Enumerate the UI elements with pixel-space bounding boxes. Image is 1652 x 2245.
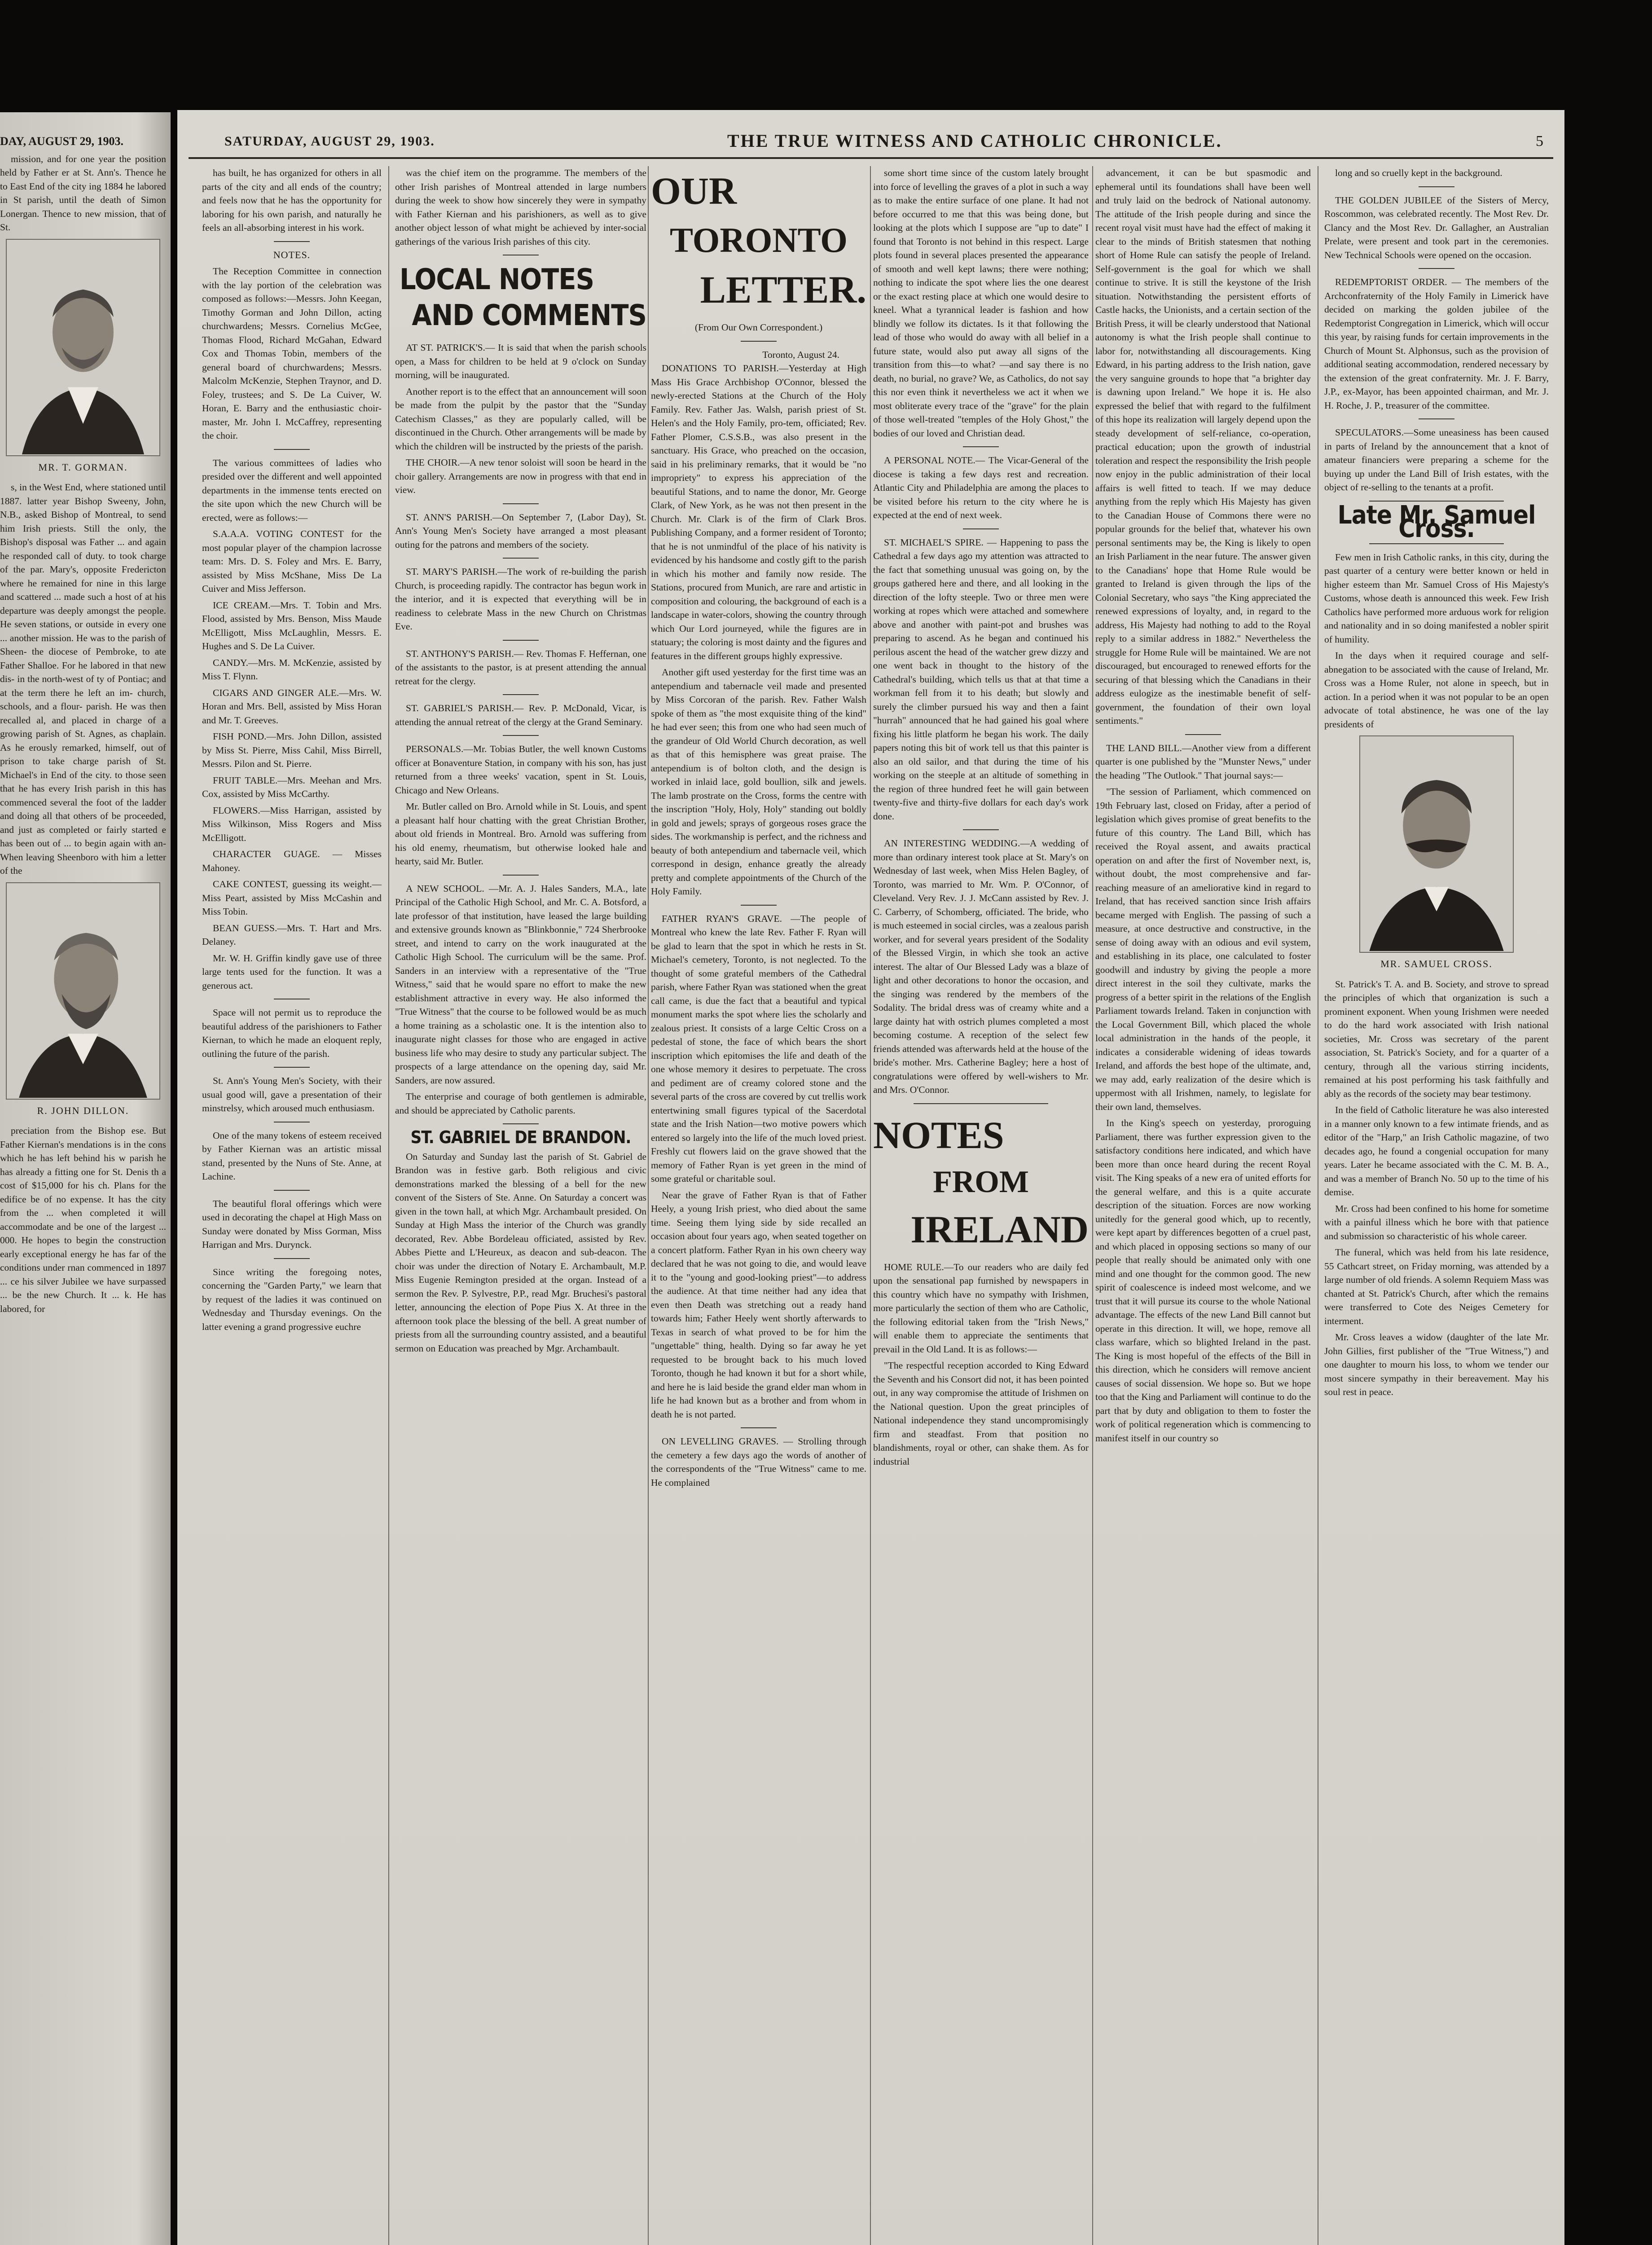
news-item: ST. ANTHONY'S PARISH.— Rev. Thomas F. Heffernan, one of the assistants to the pastor, is at present attending the annual retreat for the clergy. <box>395 648 646 687</box>
committee-item: FLOWERS.—Miss Harrigan, assisted by Miss Wilkinson, Miss Rogers and Miss McElligott. <box>202 805 382 843</box>
byline: (From Our Own Correspondent.) <box>694 322 823 333</box>
news-item: ST. MARY'S PARISH.—The work of re-building the parish Church, is proceeding rapidly. The contractor has begun work in the interior, and it is expected that everything will be in readiness to celebrate Mass in the new Church on Christmas Eve. <box>395 566 646 632</box>
ireland-headline-1: NOTES <box>873 1113 1004 1157</box>
ireland-headline-2: FROM <box>933 1164 1029 1199</box>
portrait-gorman-image <box>7 240 159 455</box>
article-paragraph: SPECULATORS.—Some uneasiness has been caused in parts of Ireland by the announcement that a knot of amateur financiers were preparing a scheme for the buying up under the Land Bill of Irish estates, with the object of re-selling to the tenants at a profit. <box>1324 427 1549 493</box>
obituary-paragraph: Few men in Irish Catholic ranks, in this city, during the past quarter of a century were better known or held in higher esteem than Mr. Samuel Cross of His Majesty's Customs, whose death is announced this week. Few Irish Catholics have performed more arduous work for religion and nationality and in so doing manifested a nobler spirit of humility. <box>1324 551 1549 645</box>
divider <box>274 1067 310 1068</box>
news-item: THE CHOIR.—A new tenor soloist will soon be heard in the choir gallery. Arrangements are now in progress with that end in view. <box>395 457 646 495</box>
divider <box>1419 186 1454 187</box>
divider <box>503 735 539 736</box>
article-paragraph: In the King's speech on yesterday, proroguing Parliament, there was further expression given to the satisfactory conditions here indicated, and which have been more than once heard during the recent Royal visit. The King speaks of a new era of united efforts for the general welfare, and this is a quite accurate description of the situation. Forces are now working unitedly for the general good which, up to recently, were kept apart by differences begotten of a cruel past, and which placed in opposing sections so many of our people that really should be animated only with one mind and one thought for the common good. The new spirit of coalescence is indeed most welcome, and we trust that it will pursue its course to the whole National advantage. The effects of the new Land Bill cannot but operate in this direction. It will, we hope, remove all class warfare, which so blighted Ireland in the past. The King is most hopeful of the effects of the Bill in this direction, which he considers will remove ancient causes of social dissension. We hope so. But we hope too that the King and Parliament will continue to do the part that by duty and obligation to them to foster the work of political regeneration which is commencing to manifest itself in our country so <box>1095 1118 1311 1444</box>
divider <box>503 694 539 695</box>
committee-item: CIGARS AND GINGER ALE.—Mrs. W. Horan and Mrs. Bell, assisted by Miss Horan and Mr. T. Greeves. <box>202 687 382 726</box>
divider <box>503 640 539 641</box>
issue-date: SATURDAY, AUGUST 29, 1903. <box>224 134 435 149</box>
article-paragraph: Space will not permit us to reproduce the beautiful address of the parishioners to Father Kiernan, to which he made an eloquent reply, outlining the future of the parish. <box>202 1007 382 1059</box>
column-rule <box>1092 166 1093 2245</box>
article-paragraph: DONATIONS TO PARISH.—Yesterday at High Mass His Grace Archbishop O'Connor, blessed the newly-erected Stations at the Church of the Holy Family. Rev. Father Jas. Walsh, parish priest of St. Helen's and the Holy Family, pro-tem, officiated; Rev. Father Plomer, C.S.S.B., was also present in the sanctuary. His Grace, who preached on the occasion, said in his preliminary remarks, that it would be "no impropriety" to express his appreciation of the beautiful Stations, and to name the donor, Mr. George Clark, of New York, as he was not then present in the Church. Mr. Clark is of the firm of Clark Bros. Publishing Company, and a former resident of Toronto; that he is not unmindful of the place of his nativity is evidenced by his handsome and costly gift to the parish in which his mother and family now reside. The Stations, procured from Munich, are rare and artistic in composition and colouring, the background of each is a landscape in water-colors, showing the country through which Our Lord journeyed, while the figures are in statuary; the coloring is most dainty and the figures and features in the different groups highly expressive. <box>651 363 866 661</box>
obituary-paragraph: St. Patrick's T. A. and B. Society, and strove to spread the principles of which that organization is such a prominent exponent. When young Irishmen were needed to do the hard work associated with Irish national societies, Mr. Cross was secretary of the parent association, St. Patrick's Society, and for a quarter of a century, through all the various stirring incidents, remained at his post performing his task faithfully and ably as the records of the society may bear testimony. <box>1324 978 1549 1099</box>
toronto-headline-1: OUR <box>651 169 737 212</box>
news-item: The enterprise and courage of both gentlemen is admirable, and should be appreciated by Catholic parents. <box>395 1091 646 1116</box>
portrait-dillon-image <box>7 883 159 1099</box>
page-number: 5 <box>1536 133 1544 150</box>
portrait-samuel-cross <box>1359 735 1514 953</box>
divider <box>274 449 310 450</box>
obituary-paragraph: The funeral, which was held from his late residence, 55 Cathcart street, on Friday morning, was attended by a large number of old friends. A solemn Requiem Mass was chanted at St. Patrick's Church, after which the remains were transferred to Cote des Neiges Cemetery for interment. <box>1324 1247 1549 1326</box>
brandon-headline: ST. GABRIEL DE BRANDON. <box>410 1127 631 1147</box>
left-paragraph-2: s, in the West End, where stationed until 1887. latter year Bishop Sweeny, John, N.B., asked Bishop of Montreal, to send him Irish priests. Still the only, the Bishop's disposal was Father ... and again he responded call of duty. to took charge of the par. Mary's, opposite Fredericton where he remained for nine in this large and scattered ... made such a host of at his departure was deeply amongst the people. He seven stations, or outside in every one ... another mission. He was to the parish of Sheen- the diocese of Pembroke, to ate Father Shalloe. For he labored in that new dis- in the north-west of ty of Pontiac; and at the term there he left an im- church, schools, and a flour- parish. He was then recalled al, and placed in charge of a growing parish of St. Agnes, as chaplain. As he erously remarked, himself, out of prison to take charge parish of St. Michael's in End of the city. to those seen that he has every Irish parish in this has commenced several the foot of the ladder and doing all that others of be proceeded, and just as completed or fairly started e has been out of ... to begin again with an- When leaving Sheenboro with him a letter of the <box>0 482 166 876</box>
article-paragraph: The various committees of ladies who presided over the different and well appointed departments in the immense tents erected on the site upon which the new Church will be erected, were as follows:— <box>202 457 382 523</box>
obituary-paragraph: Mr. Cross leaves a widow (daughter of the late Mr. John Gillies, first publisher of the "True Witness,") and one daughter to mourn his loss, to whom we tender our most sincere sympathy in their bereavement. May his soul rest in peace. <box>1324 1332 1549 1397</box>
portrait-dillon-caption: R. JOHN DILLON. <box>37 1105 129 1116</box>
dateline: Toronto, August 24. <box>762 349 839 360</box>
obituary-paragraph: In the days when it required courage and self-abnegation to be associated with the cause of Ireland, Mr. Cross was a Home Ruler, not alone in speech, but in action. In a period when it was not popular to be an open advocate of total abstinence, he was one of the lay presidents of <box>1324 650 1549 730</box>
portrait-samuel-cross-image <box>1360 736 1513 952</box>
committee-item: CAKE CONTEST, guessing its weight.—Miss Peart, assisted by Miss McCashin and Miss Tobin. <box>202 879 382 917</box>
divider <box>741 341 777 342</box>
article-paragraph: St. Ann's Young Men's Society, with their usual good will, gave a presentation of their minstrelsy, which aroused much enthusiasm. <box>202 1075 382 1114</box>
article-paragraph: ON LEVELLING GRAVES. — Strolling through the cemetery a few days ago the words of another of the correspondents of the "True Witness" came to me. He complained <box>651 1436 866 1488</box>
article-paragraph: Mr. W. H. Griffin kindly gave use of three large tents used for the function. It was a generous act. <box>202 952 382 991</box>
committee-item: ICE CREAM.—Mrs. T. Tobin and Mrs. Flood, assisted by Mrs. Benson, Miss Maude McElligott, Miss McLaughlin, Messrs. E. Hughes and S. De La Cuiver. <box>202 599 382 651</box>
ireland-headline-3: IRELAND <box>910 1207 1089 1251</box>
article-paragraph: ST. MICHAEL'S SPIRE. — Happening to pass the Cathedral a few days ago my attention was attracted to the fact that something unusual was going on, by the groups gathered here and there, and all looking in the direction of the lofty steeple. Two or three men were working at ropes which were attached and somewhere above and another with paint-pot and brushes was preparing to ascend. As he began and continued his perilous ascent the head of the watcher grew dizzy and one went back in thought to the history of the Cathedral's building, which tells us that at that time a workman fell from it to his death; but slowly and surely the climber pursued his way and then a faint "hurrah" announced that he had gained his goal where fixing his little platform he began his work. The daily papers noting this bit of work tell us that this painter is also an old sailor, and that during the time of his working on the steeple at an altitude of something in the region of three hundred feet he will gain between twenty-five and thirty-five dollars for each day's work done. <box>873 537 1089 822</box>
portrait-samuel-cross-caption: MR. SAMUEL CROSS. <box>1380 958 1493 969</box>
article-paragraph: A PERSONAL NOTE.— The Vicar-General of the diocese is taking a few days rest and recreation. Atlantic City and Philadelphia are among the places to be visited before his return to the city where he is expected at the end of next week. <box>873 455 1089 520</box>
local-notes-headline-2: AND COMMENTS <box>412 299 646 332</box>
left-paragraph-3: preciation from the Bishop ese. But Father Kiernan's mendations is in the cons which he has left behind his w parish he has already a fitting one for St. Denis th a cost of $15,000 for his ch. Plans for the edifice be of no expense. It has the city from the ... when completed it will accommodate and be one of the largest ... 000. He hopes to begin the construction early exceptional energy he has far of the conditions under rnan commenced in 1897 ... ce his silver Jubilee we have surpassed ... be the new Church. It ... k. He has labored, for <box>0 1125 166 1314</box>
article-paragraph: advancement, it can be but spasmodic and ephemeral until its foundations shall have been well and truly laid on the bedrock of National autonomy. The attitude of the Irish people during and since the recent royal visit must have had the effect of making it clear to the minds of British statesmen that nothing short of Home Rule can satisfy the people of Ireland. Self-government is the goal for which we shall continue to strive. It is still the keystone of the Irish situation. Notwithstanding the persistent efforts of Castle hacks, the Unionists, and a certain section of the British Press, it will be clearly understood that National autonomy is what the Irish people shall continue to labor for, notwithstanding all discouragements. King Edward, in his parting address to the Irish nation, gave the very sanguine grounds to hope that "a brighter day is dawning upon Ireland." We hope it is. He also expressed the belief that with regard to the fulfilment of this hope its realization will largely depend upon the steady development of self-reliance, co-operation, practical education; upon the growth of industrial toleration and respect the responsibility the Irish people now enjoy in the public administration of their local affairs is well fitted to teach. If we may deduce anything from the reply which His Majesty has given to the Canadian House of Commons there were no popular grounds for the belief that, whatever his own personal sentiments may be, the King is likely to open an Irish Parliament in the near future. The answer given to the Canadians' hope that Home Rule would be granted to Ireland is given through the lips of the Colonial Secretary, who says "the King appreciated the renewed expressions of loyalty, and, in regard to the address, His Majesty had nothing to add to the Royal reply to a similar address in 1882." Nevertheless the struggle for Home Rule will be maintained. We are not discouraged, but encouraged to renewed efforts for the securing of that blessing which the Canadians in their address eulogize as the inestimable benefit of self-government, the foundation of their own loyal sentiments." <box>1095 167 1311 726</box>
column-4 <box>873 166 1089 1471</box>
column-rule <box>648 166 649 2245</box>
news-item: AT ST. PATRICK'S.— It is said that when the parish schools open, a Mass for children to be held at 9 o'clock on Sunday morning, will be inaugurated. <box>395 342 646 380</box>
left-page-column <box>0 135 166 1318</box>
article-paragraph: AN INTERESTING WEDDING.—A wedding of more than ordinary interest took place at St. Mary's on Wednesday of last week, when Miss Helen Bagley, of Toronto, was married to Mr. Wm. P. O'Connor, of Cleveland. Very Rev. J. J. McCann assisted by Rev. J. C. Carberry, of Schomberg, officiated. The bride, who is much esteemed in social circles, was a zealous parish worker, and for several years president of the Sodality of the Blessed Virgin, in which she took an active interest. The altar of Our Blessed Lady was a blaze of light and other decorations to honor the occasion, and the singing was rendered by the members of the Sodality. The bridal dress was of creamy white and a large dainty hat with ostrich plumes completed a most becoming costume. A reception of the select few friends attended was afterwards held at the house of the bride's mother. Mrs. Catherine Bagley; here a host of congratulations were offered by well-wishers to Mr. and Mrs. O'Connor. <box>873 838 1089 1095</box>
news-item: PERSONALS.—Mr. Tobias Butler, the well known Customs officer at Bonaventure Station, in company with his son, has just returned from a three weeks' vacation, spent in St. Louis, Chicago and New Orleans. <box>395 744 646 796</box>
running-head <box>189 130 1553 159</box>
divider <box>1185 734 1221 735</box>
article-paragraph: long and so cruelly kept in the background. <box>1335 167 1503 178</box>
divider <box>1419 268 1454 269</box>
article-paragraph: Near the grave of Father Ryan is that of Father Heely, a young Irish priest, who died about the same time. Seeing them lying side by side recalled an occasion about four years ago, when seated together on a concert platform. Father Ryan in his own cheery way declared that he was not going to die, and would leave it to the "young and good-looking priest"—to address the audience. At that time neither had any idea that even then Death was stretching out a ready hand towards him; Father Heely went shortly afterwards to Texas in search of what proved to be for him the "ungettable" thing, health. Dying so far away he yet requested to be brought back to his much loved Toronto, though he had known it but for a short while, and here he is laid beside the grand elder man whom in life he had known but as a brother and from whom in death he is not parted. <box>651 1189 866 1420</box>
article-paragraph: Since writing the foregoing notes, concerning the "Garden Party," we learn that by request of the ladies it was continued on Wednesday and Thursday evenings. On the latter evening a grand progressive euchre <box>202 1266 382 1332</box>
article-paragraph: The beautiful floral offerings which were used in decorating the chapel at High Mass on Sunday were donated by Miss Gorman, Miss Harrigan and Mrs. Durynck. <box>202 1198 382 1250</box>
article-paragraph: THE LAND BILL.—Another view from a different quarter is one published by the "Munster News," under the heading "The Outlook." That journal says:— <box>1095 742 1311 781</box>
column-1 <box>202 166 382 1336</box>
local-notes-headline-1: LOCAL NOTES <box>400 263 594 296</box>
article-paragraph: some short time since of the custom lately brought into force of levelling the graves of a plot in such a way as to make the entire surface of one plane. It had not before occurred to me that this was being done, but looking at the plots which I suppose are "up to date" I found that Toronto is not behind in this respect. Large plots found in several places presented the appearance of smooth and well kept lawns; there were nothing; nothing to indicate the spot where lies the one dearest or the exact resting place at which one would desire to kneel. What a tyrannical leader is fashion and how blindly we follow its dictates. Is it that following the lead of those who would do away with all belief in a future state, would also put away all signs of the transition from this—to what? —and say there is no death, no burial, no grave? We, as Catholics, do not say this nor even think it nevertheless we act it when we most obliterate every trace of the "grave" for the plain of those well-treated "temples of the Holy Ghost," the bodies of our loved and Christian dead. <box>873 167 1089 439</box>
divider <box>274 1258 310 1259</box>
article-paragraph: REDEMPTORIST ORDER. — The members of the Archconfraternity of the Holy Family in Limerick have decided on marking the golden jubilee of the Redemptorist Congregation in Limerick, which will occur this year, by raising funds for certain improvements in the Church of Mount St. Alphonsus, such as the provision of additional seating accommodation, rendered necessary by the extension of the great confraternity. Mr. J. F. Barry, J.P., ex-Mayor, has been appointed chairman, and Mr. J. H. Roche, J. P., treasurer of the committee. <box>1324 277 1549 411</box>
portrait-dillon <box>6 882 160 1100</box>
divider <box>963 446 999 447</box>
news-item: ST. ANN'S PARISH.—On September 7, (Labor Day), St. Ann's Young Men's Society have arranged a most pleasant outing for the patrons and members of the society. <box>395 511 646 550</box>
column-rule <box>388 166 389 2245</box>
divider <box>503 1123 539 1124</box>
article-paragraph: "The session of Parliament, which commenced on 19th February last, closed on Friday, after a period of legislation which gives promise of great benefits to the future of this country. The Land Bill, which has received the Royal assent, and awaits practical operation on and after the first of November next, is, without doubt, the most comprehensive and far-reaching measure of an ameliorative kind in regard to Ireland, that has received sanction since Irish affairs became merged with English. The passing of such a measure, at once destructive and constructive, in the sense of doing away with an odious and evil system, and establishing in its place, one calculated to foster goodwill and industry by giving the people a more direct interest in the soil they cultivate, marks the progress of a better spirit in the relations of the English Parliament towards Ireland. Taken in conjunction with the Local Government Bill, which placed the whole local administration in the hands of the people, it indicates a considerable widening of ideas towards Ireland, and affords the best hope of the ultimate, and, we may add, early realization of the desire which is uppermost with all Irishmen, namely, to legislate for their own land, themselves. <box>1095 786 1311 1112</box>
column-rule <box>870 166 871 2245</box>
divider <box>914 1103 1048 1104</box>
obituary-paragraph: In the field of Catholic literature he was also interested in a manner only known to a few intimate friends, and as editor of the "Harp," an Irish Catholic magazine, of two decades ago, he found a congenial occupation for many years. Later he became associated with the C. M. B. A., and was a member of Branch No. 50 up to the time of his demise. <box>1324 1105 1549 1197</box>
divider <box>503 558 539 559</box>
committee-item: FISH POND.—Mrs. John Dillon, assisted by Miss St. Pierre, Miss Cahil, Miss Birrell, Messrs. Pilon and St. Pierre. <box>202 731 382 769</box>
column-5 <box>1095 166 1311 1448</box>
committee-item: CHARACTER GUAGE. — Misses Mahoney. <box>202 849 382 873</box>
article-paragraph: was the chief item on the programme. The members of the other Irish parishes of Montreal attended in large numbers during the week to show how sincerely they were in sympathy with Father Kiernan and his parishioners, as well as to give another object lesson of what might be achieved by inter-social gatherings of the various Irish parishes of this city. <box>395 167 646 247</box>
article-paragraph: THE GOLDEN JUBILEE of the Sisters of Mercy, Roscommon, was celebrated recently. The Most Rev. Dr. Clancy and the Most Rev. Dr. Gallagher, an Australian Prelate, were present and took part in the ceremonies. New Technical Schools were opened on the occasion. <box>1324 194 1549 260</box>
toronto-headline-2: TORONTO <box>670 220 848 260</box>
news-item: A NEW SCHOOL. —Mr. A. J. Hales Sanders, M.A., late Principal of the Catholic High School, and Mr. C. A. Botsford, a late professor of that institution, have leased the large building and extensive grounds known as "Blinkbonnie," 724 Sherbrooke street, and intend to carry on the work inaugurated at the Catholic High School. The curriculum will be the same. Prof. Sanders in an interview with a representative of the "True Witness," said that he would spare no effort to make the new establishment attractive in every way. He also informed the "True Witness" that the course to be followed would be as much a home training as a scholastic one. It is the intention also to inaugurate night classes for those who are engaged in active business life who may desire to study any particular subject. The prospects of a large attendance on the opening day, said Mr. Sanders, are now assured. <box>395 883 646 1086</box>
article-paragraph: HOME RULE.—To our readers who are daily fed upon the sensational pap furnished by newspapers in this country which have no sympathy with Irishmen, more particularly the section of them who are Catholic, the following editorial taken from the "Irish News," will enable them to appreciate the sentiments that prevail in the Old Land. It is as follows:— <box>873 1261 1089 1355</box>
divider <box>1419 418 1454 419</box>
divider <box>274 1190 310 1191</box>
portrait-gorman-caption: MR. T. GORMAN. <box>38 461 128 473</box>
committee-item: S.A.A.A. VOTING CONTEST for the most popular player of the champion lacrosse team: Mrs. D. S. Foley and Mrs. E. Barry, assisted by Miss McShane, Miss De La Cuiver and Miss Jefferson. <box>202 528 382 594</box>
article-paragraph: The Reception Committee in connection with the lay portion of the celebration was composed as follows:—Messrs. John Keegan, Timothy Gorman and John Dillon, acting churchwardens; Messrs. Cornelius McGee, Thomas Flood, Richard McGahan, Edward Cox and Thomas Tobin, members of the general board of churchwardens; Messrs. Malcolm McKenzie, Stephen Traynor, and D. Foley, trustees; and S. De La Cuiver, W. Horan, E. Barry and the enthusiastic choir-master, Mr. John I. McCaffrey, representing the choir. <box>202 266 382 441</box>
column-6 <box>1324 166 1549 1402</box>
news-item: Mr. Butler called on Bro. Arnold while in St. Louis, and spent a pleasant half hour chatting with the great Christian Brother, about old friends in Montreal. Bro. Arnold was suffering from his old enemy, rheumatism, but otherwise looked hale and hearty, said Mr. Butler. <box>395 801 646 867</box>
column-2 <box>395 166 646 1358</box>
divider <box>274 241 310 242</box>
article-paragraph: One of the many tokens of esteem received by Father Kiernan was an artistic missal stand, presented by the Nuns of Ste. Anne, at Lachine. <box>202 1130 382 1182</box>
news-item: ST. GABRIEL'S PARISH.— Rev. P. McDonald, Vicar, is attending the annual retreat of the clergy at the Grand Seminary. <box>395 703 646 727</box>
left-paragraph-1: mission, and for one year the position held by Father er at St. Ann's. Thence he to East End of the city ing 1884 he labored in St parish, until the death of Simon Lonergan. Thence to new mission, that of St. <box>0 153 166 233</box>
article-paragraph: Another gift used yesterday for the first time was an antependium and tabernacle veil made and presented by Miss Corcoran of the parish. Rev. Father Walsh spoke of them as "the most exquisite thing of the kind" he had ever seen; this from one who had seen much of the grandeur of Old World Church decoration, as well as that of this hemisphere was great praise. The antependium is of bolton cloth, and the design is worked in inlaid lace, gold boullion, silk and jewels. The lamb prostrate on the Cross, forms the centre with the inscription "Holy, Holy, Holy" standing out boldly in gold and jewels; sprays of gorgeous roses grace the sides. The workmanship is perfect, and the richness and beauty of both antependium and tabernacle veil, which correspond in design, enhance greatly the already pretty and complete appointments of the Church of the Holy Family. <box>651 667 866 897</box>
article-paragraph: has built, he has organized for others in all parts of the city and all ends of the country; and feels now that he has the opportunity for laboring for his own parish, and naturally he feels an all-absorbing interest in his work. <box>202 167 382 233</box>
toronto-headline-3: LETTER. <box>700 268 866 311</box>
obituary-headline: Late Mr. Samuel Cross. <box>1337 500 1536 543</box>
committee-item: BEAN GUESS.—Mrs. T. Hart and Mrs. Delaney. <box>202 922 382 947</box>
news-item: On Saturday and Sunday last the parish of St. Gabriel de Brandon was in festive garb. Both religious and civic demonstrations marked the blessing of a bell for the new convent of the Sisters of Ste. Anne. On Saturday a concert was given in the town hall, at which Mgr. Archambault presided. On Sunday at High Mass the interior of the Church was grandly decorated, Rev. Abbe Bordeleau officiated, assisted by Rev. Abbes Piette and L'Heureux, as deacon and sub-deacon. The choir was under the direction of Notary E. Archambault, M.P. Miss Eugenie Remington presided at the organ. Instead of a sermon the Rev. P. Sylvestre, P.P., read Mgr. Bruchesi's pastoral letter, announcing the election of Pope Pius X. At three in the afternoon took place the blessing of the bell. A great number of priests from all the surrounding country assisted, and a beautiful sermon on Education was preached by Mgr. Archambault. <box>395 1151 646 1354</box>
divider <box>741 905 777 906</box>
article-paragraph: "The respectful reception accorded to King Edward the Seventh and his Consort did not, it has been pointed out, in any way compromise the attitude of Irishmen on the National question. Upon the great principles of National independence they stand uncompromisingly firm and steadfast. From that position no blandishments, royal or other, can shake them. As for industrial <box>873 1360 1089 1467</box>
portrait-gorman <box>6 239 160 456</box>
divider <box>963 829 999 830</box>
obituary-paragraph: Mr. Cross had been confined to his home for sometime with a painful illness which he bore with that patience and submission so characteristic of his whole career. <box>1324 1203 1549 1241</box>
article-paragraph: FATHER RYAN'S GRAVE. —The people of Montreal who knew the late Rev. Father F. Ryan will be glad to learn that the spot in which he rests in St. Michael's cemetery, Toronto, is not neglected. To the thought of some grateful members of the Cathedral parish, where Father Ryan was stationed when the great call came, is due the fact that a beautiful and typical monument marks the spot where lies the scholarly and zealous priest. It consists of a large Celtic Cross on a pedestal of stone, the face of which bears the short inscription which epitomises the life and death of the one whose memory it desires to perpetuate. The cross and pediment are of creamy colored stone and the several parts of the cross are covered by cut trellis work entertwining small figures typical of the Sacerdotal state and the Irish Nation—two motive powers which entered so largely into the life of the much loved priest. Freshly cut flowers laid on the grave showed that the memory of Father Ryan is yet green in the mind of some grateful or charitable soul. <box>651 913 866 1184</box>
left-page-date: DAY, AUGUST 29, 1903. <box>0 135 124 148</box>
divider <box>963 528 999 529</box>
committee-item: CANDY.—Mrs. M. McKenzie, assisted by Miss T. Flynn. <box>202 657 382 682</box>
column-3 <box>651 166 866 1492</box>
divider <box>503 503 539 504</box>
divider <box>503 875 539 876</box>
committee-item: FRUIT TABLE.—Mrs. Meehan and Mrs. Cox, assisted by Miss McCarthy. <box>202 775 382 799</box>
news-item: Another report is to the effect that an announcement will soon be made from the pulpit by the pastor that the "Sunday Catechism Classes," as they are popularly called, will be discontinued in the Church. Other arrangements will be made by which the children will be instructed by the priests of the parish. <box>395 386 646 452</box>
divider <box>741 1427 777 1428</box>
section-heading-notes: NOTES. <box>273 249 311 260</box>
newspaper-title: THE TRUE WITNESS AND CATHOLIC CHRONICLE. <box>727 131 1222 151</box>
